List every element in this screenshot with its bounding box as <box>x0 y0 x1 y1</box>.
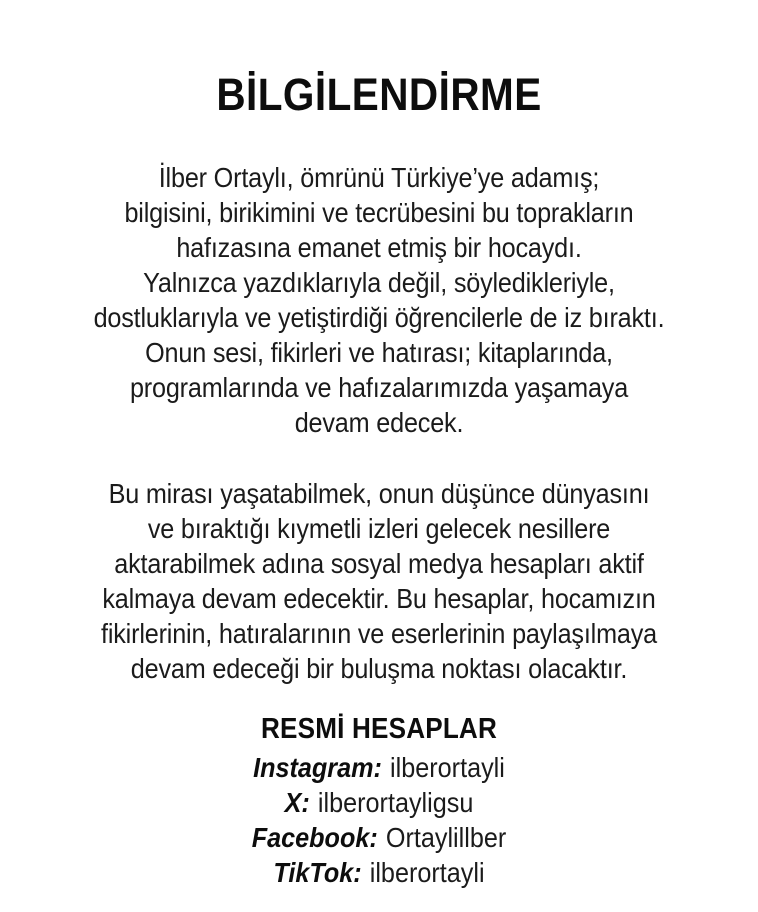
text-line: bilgisini, birikimini ve tecrübesini bu toprakların <box>124 197 634 228</box>
instagram-handle: ilberortayli <box>390 752 505 783</box>
tiktok-handle: ilberortayli <box>369 857 485 888</box>
facebook-platform-label: Facebook: <box>251 822 378 853</box>
announcement-content <box>38 0 720 890</box>
facebook-handle: Ortaylillber <box>385 822 507 853</box>
account-row-instagram <box>38 750 720 785</box>
text-line: Onun sesi, fikirleri ve hatırası; kitaplarında, <box>145 337 613 368</box>
text-line: hafızasına emanet etmiş bir hocaydı. <box>176 232 582 263</box>
legacy-paragraph-2 <box>38 476 720 686</box>
memorial-paragraph-1 <box>38 160 720 440</box>
text-line: kalmaya devam edecektir. Bu hesaplar, hocamızın <box>102 583 656 614</box>
text-line: devam edecek. <box>294 407 464 438</box>
page-title: BİLGİLENDİRME <box>216 69 542 120</box>
x-platform-label: X: <box>284 787 310 818</box>
text-line: Bu mirası yaşatabilmek, onun düşünce dünyasını <box>108 478 650 509</box>
instagram-platform-label: Instagram: <box>253 752 382 783</box>
text-line: programlarında ve hafızalarımızda yaşamaya <box>129 372 629 403</box>
text-line: fikirlerinin, hatıralarının ve eserlerinin paylaşılmaya <box>101 618 657 649</box>
account-row-tiktok <box>38 855 720 890</box>
account-row-facebook <box>38 820 720 855</box>
text-line: aktarabilmek adına sosyal medya hesapları aktif <box>114 548 644 579</box>
text-line: Yalnızca yazdıklarıyla değil, söyledikleriyle, <box>143 267 615 298</box>
official-accounts-section <box>38 712 720 890</box>
account-row-x <box>38 785 720 820</box>
x-handle: ilberortayligsu <box>317 787 474 818</box>
text-line: ve bıraktığı kıymetli izleri gelecek nesillere <box>147 513 611 544</box>
official-accounts-heading: RESMİ HESAPLAR <box>261 713 497 745</box>
text-line: İlber Ortaylı, ömrünü Türkiye’ye adamış; <box>158 162 600 193</box>
text-line: dostluklarıyla ve yetiştirdiği öğrencilerle de iz bıraktı. <box>93 302 665 333</box>
tiktok-platform-label: TikTok: <box>273 857 362 888</box>
text-line: devam edeceği bir buluşma noktası olacaktır. <box>130 653 628 684</box>
